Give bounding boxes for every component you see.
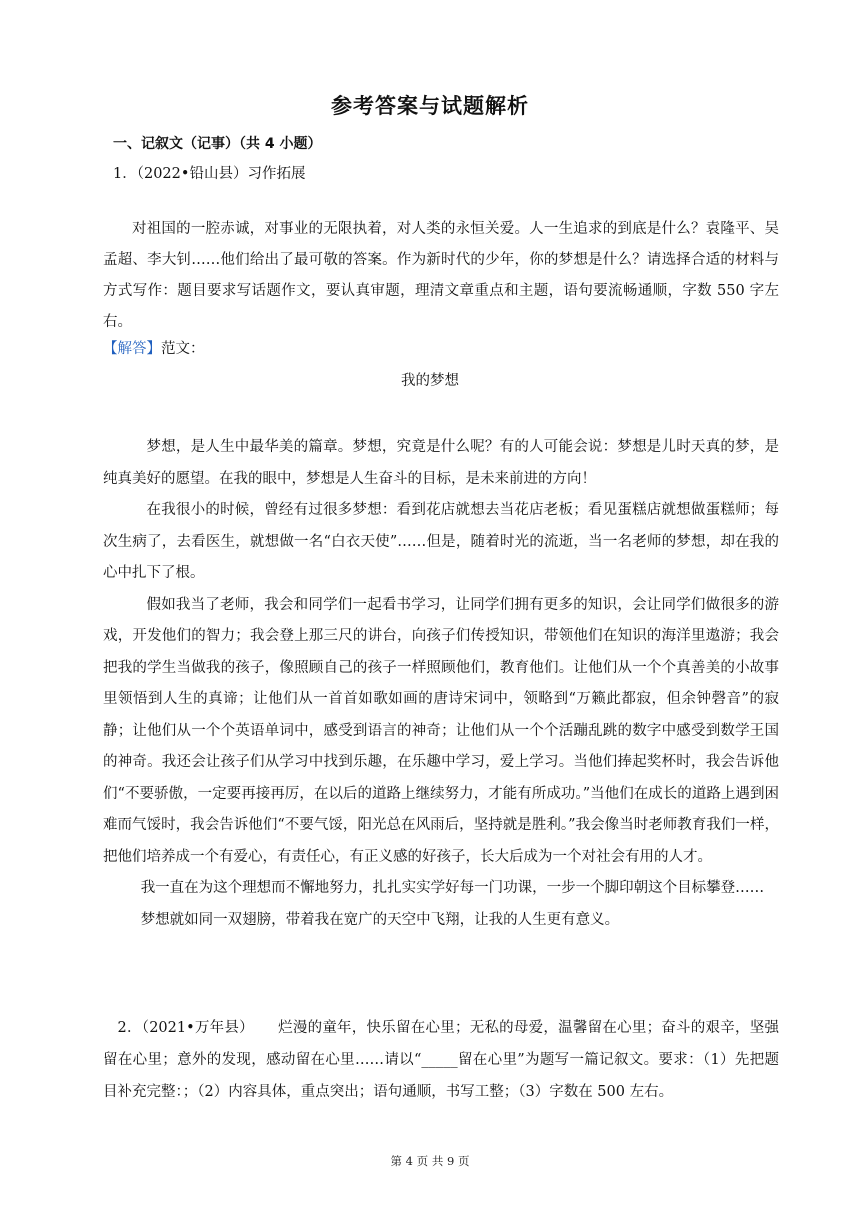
essay-paragraph: 梦想，是人生中最华美的篇章。梦想，究竟是什么呢？有的人可能会说：梦想是儿时天真的梦，是纯真美好的愿望。在我的眼中，梦想是人生奋斗的目标，是未来前进的方向！ [103,439,779,487]
page-footer: 第 4 页 共 9 页 [390,1154,470,1168]
question-2 [103,1012,779,1108]
question-1-prompt: 对祖国的一腔赤诚，对事业的无限执着，对人类的永恒关爱。人一生追求的到底是什么？袁隆平、吴孟超、李大钊……他们给出了最可敬的答案。作为新时代的少年，你的梦想是什么？请选择合适的材料与方式写作：题目要求写话题作文，要认真审题，理清文章重点和主题，语句要流畅通顺，字数 550 字左右。 [103,221,779,330]
question-2-prompt: 烂漫的童年，快乐留在心里；无私的母爱，温馨留在心里；奋斗的艰辛，坚强留在心里；意外的发现，感动留在心里……请以“_____留在心里”为题写一篇记叙文。要求：（1）先把题目补充完整：；（2）内容具体，重点突出；语句通顺，书写工整；（3）字数在 500 左右。 [103,1020,779,1100]
page-title: 参考答案与试题解析 [331,94,529,118]
question-2-number: 2． [117,1020,142,1036]
essay-paragraph: 我一直在为这个理想而不懈地努力，扎扎实实学好每一门功课，一步一个脚印朝这个目标攀登…… [140,880,765,896]
essay-paragraph: 假如我当了老师，我会和同学们一起看书学习，让同学们拥有更多的知识，会让同学们做很多的游戏，开发他们的智力；我会登上那三尺的讲台，向孩子们传授知识，带领他们在知识的海洋里遨游；我会把我的学生当做我的孩子，像照顾自己的孩子一样照顾他们，教育他们。让他们从一个个真善美的小故事里领悟到人生的真谛；让他们从一首首如歌如画的唐诗宋词中，领略到“万籁此都寂，但余钟磬音”的寂静；让他们从一个个英语单词中，感受到语言的神奇；让他们从一个个活蹦乱跳的数字中感受到数学王国的神奇。我还会让孩子们从学习中找到乐趣，在乐趣中学习，爱上学习。当他们捧起奖杯时，我会告诉他们“不要骄傲，一定要再接再厉，在以后的道路上继续努力，才能有所成功。”当他们在成长的道路上遇到困难而气馁时，我会告诉他们“不要气馁，阳光总在风雨后，坚持就是胜利。”我会像当时老师教育我们一样，把他们培养成一个有爱心，有责任心，有正义感的好孩子，长大后成为一个对社会有用的人才。 [103,596,779,865]
essay-paragraph: 梦想就如同一双翅膀，带着我在宽广的天空中飞翔，让我的人生更有意义。 [140,911,620,928]
essay-title: 我的梦想 [401,373,459,389]
question-1-source: （2022•铅山县）习作拓展 [136,166,306,182]
essay-body [103,432,779,936]
question-1-header [113,161,789,188]
essay-paragraph: 在我很小的时候，曾经有过很多梦想：看到花店就想去当花店老板；看见蛋糕店就想做蛋糕师；每次生病了，去看医生，就想做一名“白衣天使”……但是，随着时光的流逝，当一名老师的梦想，却在我的心中扎下了根。 [103,502,779,581]
answer-tag: 【解答】 [103,341,161,357]
answer-line [103,336,779,363]
answer-lead: 范文： [161,341,205,357]
section-heading: 一、记叙文（记事）（共 4 小题） [113,136,322,152]
question-2-source: （2021•万年县） [141,1020,254,1036]
question-1-number: 1． [113,166,137,182]
